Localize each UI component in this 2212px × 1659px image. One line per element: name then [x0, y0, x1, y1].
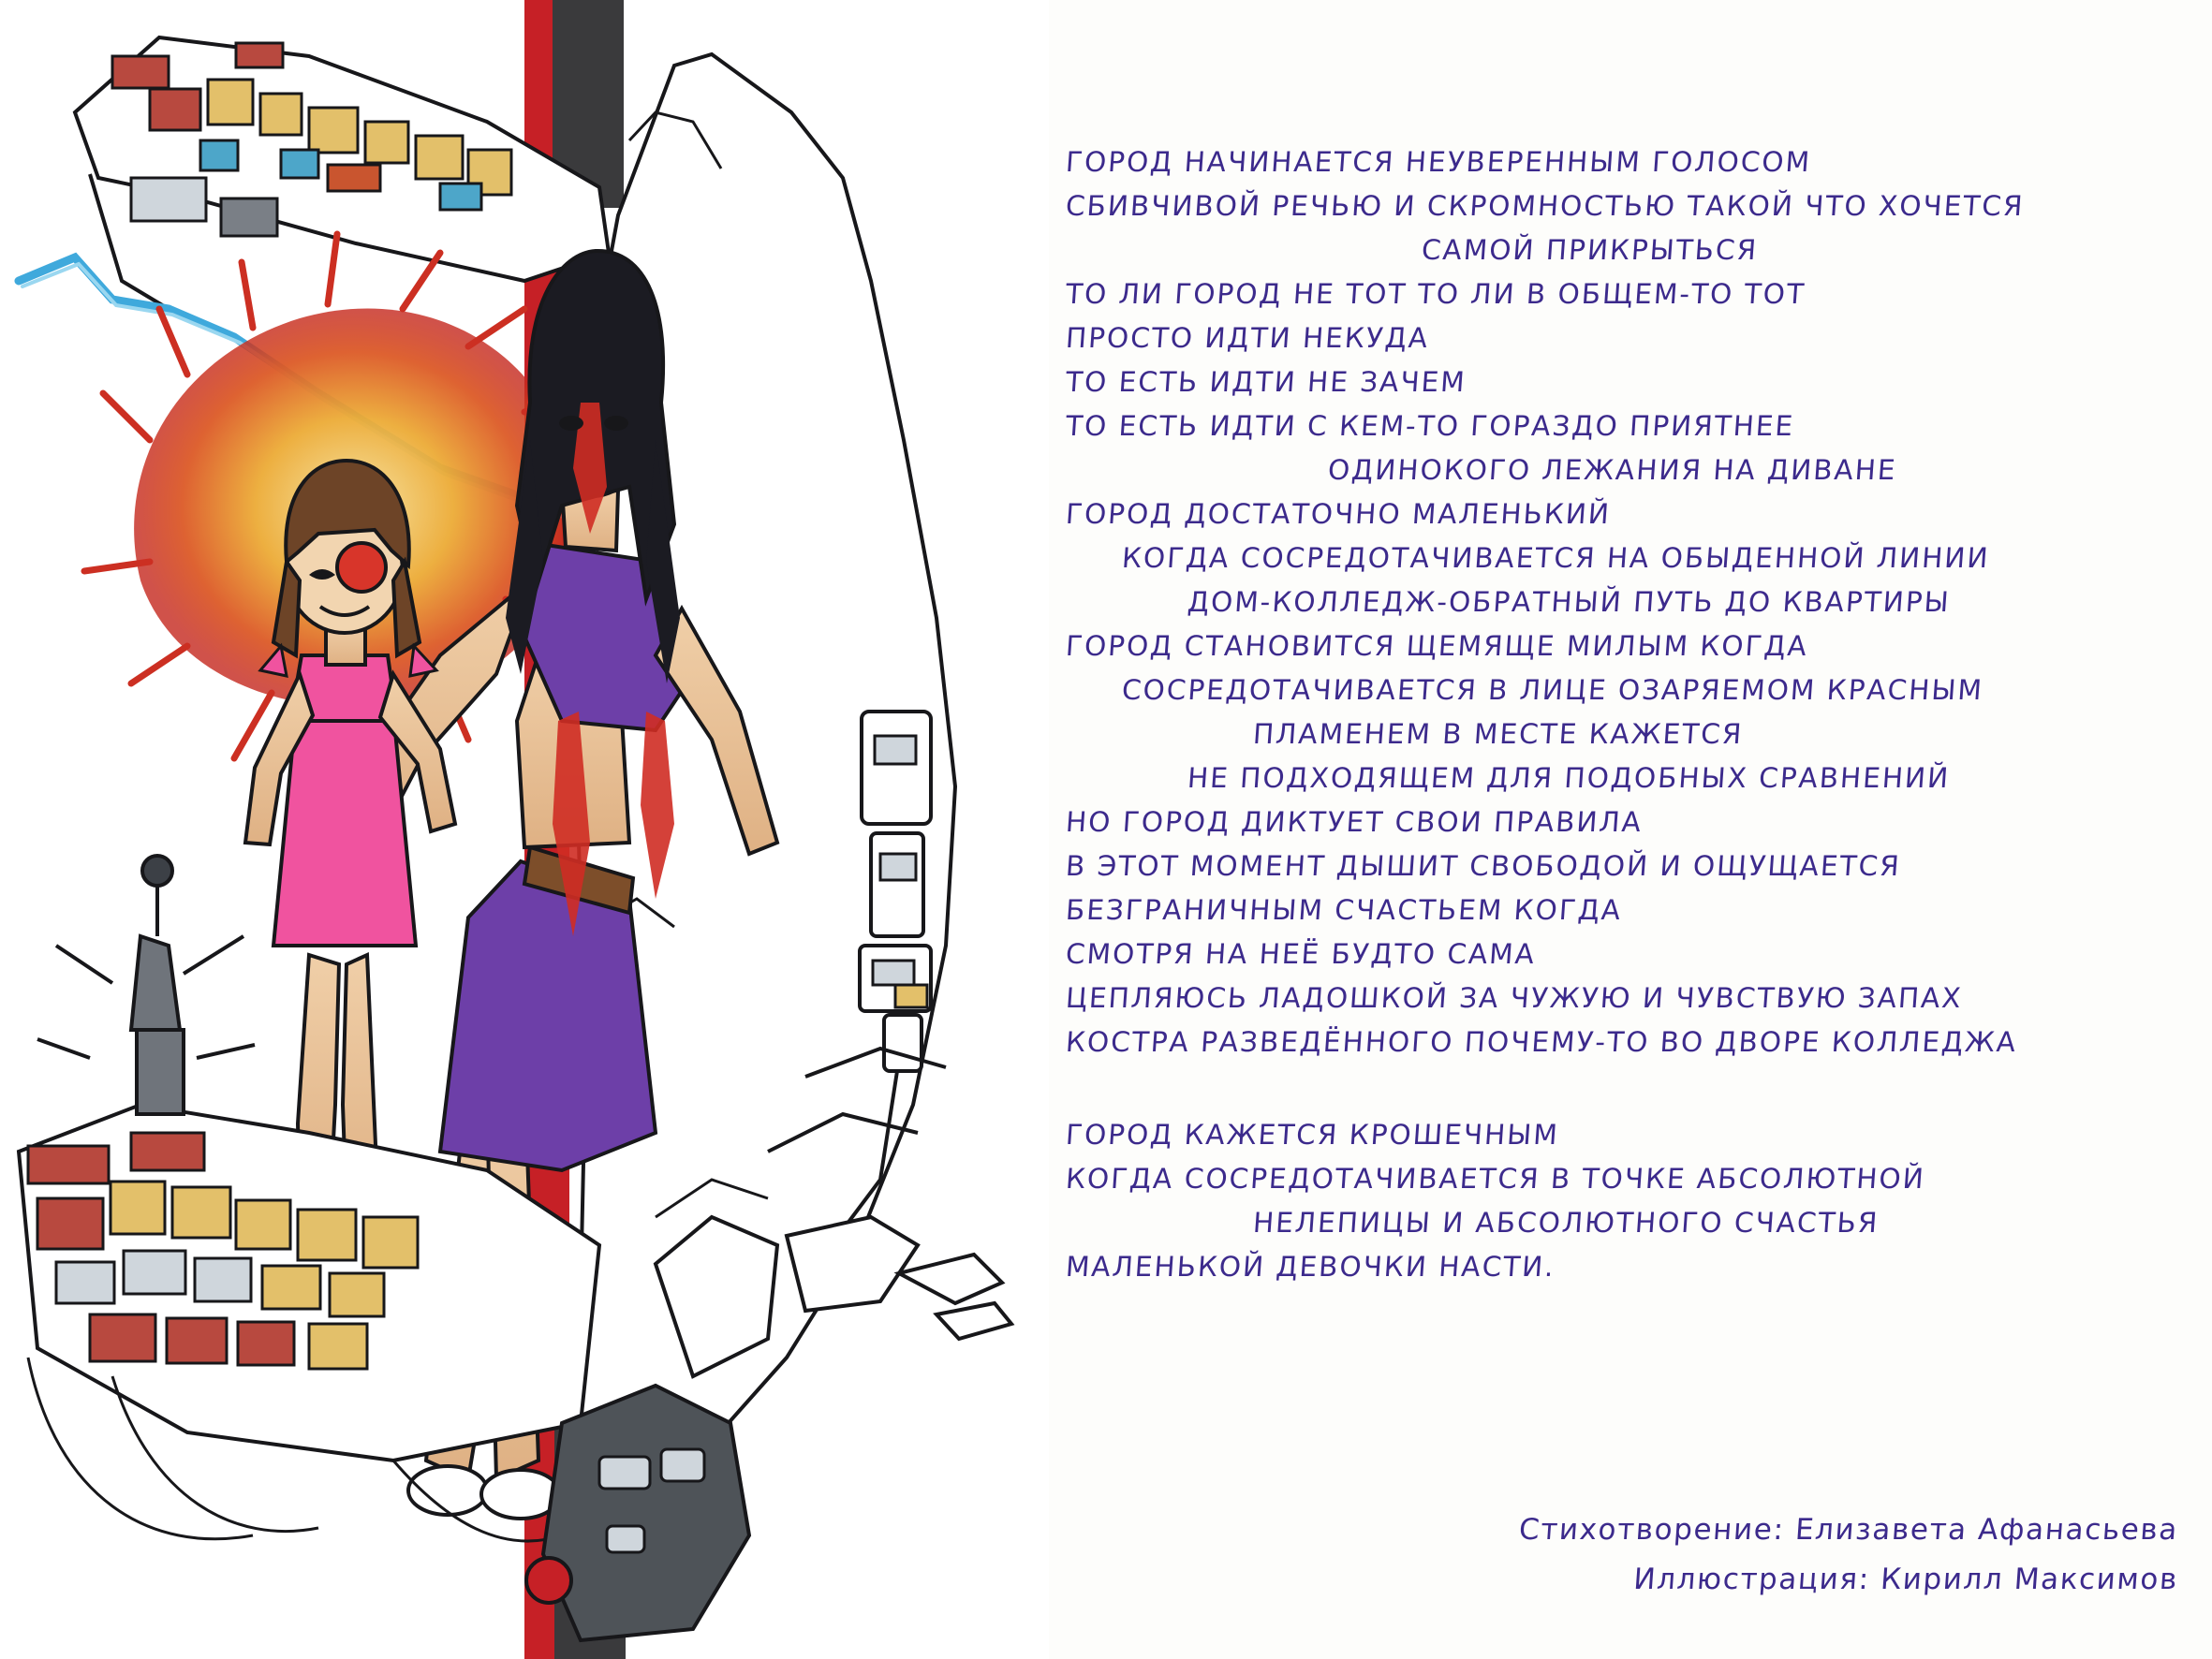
poem-line: НО ГОРОД ДИКТУЕТ СВОИ ПРАВИЛА [1064, 806, 1644, 838]
poem-line: ТО ЕСТЬ ИДТИ С КЕМ-ТО ГОРАЗДО ПРИЯТНЕЕ [1064, 410, 1796, 442]
poem-line: ТО ЛИ ГОРОД НЕ ТОТ ТО ЛИ В ОБЩЕМ-ТО ТОТ [1064, 278, 1807, 310]
poem-text-block [1066, 140, 2199, 1289]
poem-line: БЕЗГРАНИЧНЫМ СЧАСТЬЕМ КОГДА [1064, 894, 1624, 926]
poem-line: ДОМ-КОЛЛЕДЖ-ОБРАТНЫЙ ПУТЬ ДО КВАРТИРЫ [1186, 586, 1952, 618]
poem-line: САМОЙ ПРИКРЫТЬСЯ [1420, 234, 1760, 266]
poem-panel [1049, 0, 2212, 1659]
poem-line: НЕ ПОДХОДЯЩЕМ ДЛЯ ПОДОБНЫХ СРАВНЕНИЙ [1186, 762, 1952, 794]
poem-line: ОДИНОКОГО ЛЕЖАНИЯ НА ДИВАНЕ [1326, 454, 1898, 486]
poem-line: КОСТРА РАЗВЕДЁННОГО ПОЧЕМУ-ТО ВО ДВОРЕ КОЛЛЕДЖА [1064, 1026, 2019, 1058]
poem-line: ГОРОД КАЖЕТСЯ КРОШЕЧНЫМ [1064, 1119, 1560, 1151]
poem-line: МАЛЕНЬКОЙ ДЕВОЧКИ НАСТИ. [1064, 1251, 1556, 1283]
poem-line: ГОРОД ДОСТАТОЧНО МАЛЕНЬКИЙ [1064, 498, 1613, 530]
art-credit: Иллюстрация: Кирилл Максимов [1632, 1563, 2180, 1596]
poem-line: ТО ЕСТЬ ИДТИ НЕ ЗАЧЕМ [1064, 366, 1467, 398]
poem-line: ПРОСТО ИДТИ НЕКУДА [1064, 322, 1431, 354]
artwork-illustration [0, 0, 1049, 1659]
credits-block [1519, 1505, 2178, 1605]
poem-line: ГОРОД СТАНОВИТСЯ ЩЕМЯЩЕ МИЛЫМ КОГДА [1064, 630, 1809, 662]
stanza-gap [1066, 1064, 2199, 1113]
poem-credit: Стихотворение: Елизавета Афанасьева [1517, 1513, 2180, 1547]
poem-line: ПЛАМЕНЕМ В МЕСТЕ КАЖЕТСЯ [1251, 718, 1745, 750]
poem-line: СОСРЕДОТАЧИВАЕТСЯ В ЛИЦЕ ОЗАРЯЕМОМ КРАСНЫМ [1120, 674, 1985, 706]
poem-line: НЕЛЕПИЦЫ И АБСОЛЮТНОГО СЧАСТЬЯ [1251, 1207, 1880, 1239]
poem-line: ГОРОД НАЧИНАЕТСЯ НЕУВЕРЕННЫМ ГОЛОСОМ [1064, 146, 1813, 178]
poem-line: КОГДА СОСРЕДОТАЧИВАЕТСЯ В ТОЧКЕ АБСОЛЮТНОЙ [1064, 1163, 1926, 1195]
poem-line: ЦЕПЛЯЮСЬ ЛАДОШКОЙ ЗА ЧУЖУЮ И ЧУВСТВУЮ ЗАПАХ [1064, 982, 1964, 1014]
poem-line: СМОТРЯ НА НЕЁ БУДТО САМА [1064, 938, 1538, 970]
poem-line: В ЭТОТ МОМЕНТ ДЫШИТ СВОБОДОЙ И ОЩУЩАЕТСЯ [1064, 850, 1902, 882]
poem-line: КОГДА СОСРЕДОТАЧИВАЕТСЯ НА ОБЫДЕННОЙ ЛИНИИ [1120, 542, 1991, 574]
poem-line: СБИВЧИВОЙ РЕЧЬЮ И СКРОМНОСТЬЮ ТАКОЙ ЧТО ХОЧЕТСЯ [1064, 190, 2026, 222]
